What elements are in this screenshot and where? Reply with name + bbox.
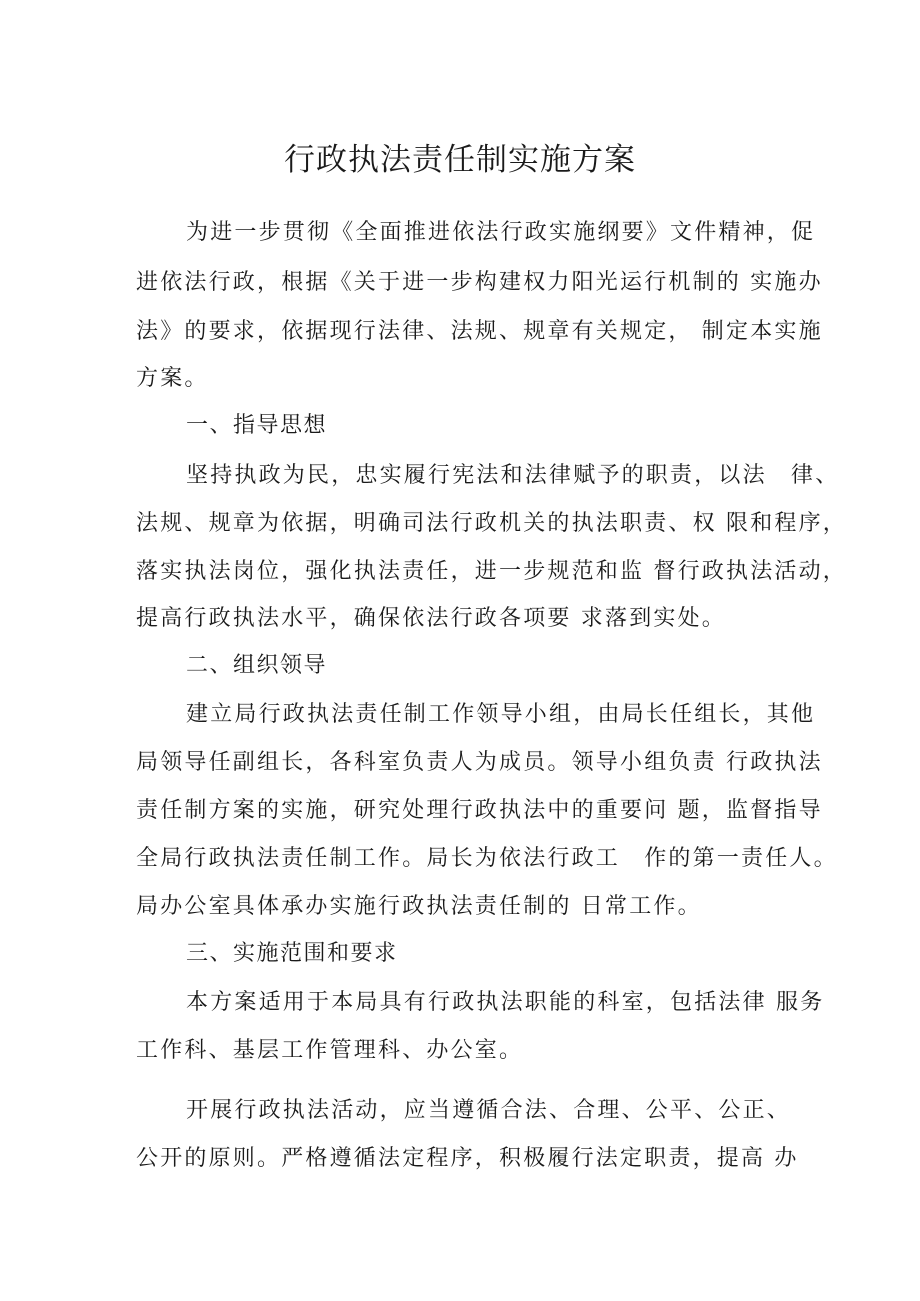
- section2-line-5: 局办公室具体承办实施行政执法责任制的 日常工作。: [136, 894, 702, 919]
- section2-line-3: 责任制方案的实施，研究处理行政执法中的重要问 题，监督指导: [136, 798, 823, 823]
- section2-line-1: 建立局行政执法责任制工作领导小组，由局长任组长，其他: [186, 702, 816, 727]
- section2-line-2: 局领导任副组长，各科室负责人为成员。领导小组负责 行政执法: [136, 750, 823, 775]
- intro-line-1: 为进一步贯彻《全面推进依法行政实施纲要》文件精神，促: [186, 220, 816, 245]
- section1-line-1: 坚持执政为民，忠实履行宪法和法律赋予的职责，以法 律、: [186, 463, 840, 488]
- section-heading-scope-and-requirements: 三、实施范围和要求: [186, 941, 398, 966]
- intro-line-2: 进依法行政，根据《关于进一步构建权力阳光运行机制的 实施办: [136, 270, 823, 295]
- section1-line-2: 法规、规章为依据，明确司法行政机关的执法职责、权 限和程序，: [136, 511, 847, 536]
- section3-para1-line-1: 本方案适用于本局具有行政执法职能的科室，包括法律 服务: [186, 990, 825, 1015]
- section3-para1-line-2: 工作科、基层工作管理科、办公室。: [136, 1038, 524, 1063]
- section2-line-4: 全局行政执法责任制工作。局长为依法行政工 作的第一责任人。: [136, 846, 838, 871]
- section-heading-guiding-ideology: 一、指导思想: [186, 413, 328, 438]
- section1-line-3: 落实执法岗位，强化执法责任，进一步规范和监 督行政执法活动，: [136, 559, 847, 584]
- document-title: 行政执法责任制实施方案: [284, 142, 636, 178]
- section3-para2-line-1: 开展行政执法活动，应当遵循合法、合理、公平、公正、: [186, 1098, 792, 1123]
- section3-para2-line-2: 公开的原则。严格遵循法定程序，积极履行法定职责，提高 办: [136, 1146, 799, 1171]
- intro-line-4: 方案。: [136, 366, 209, 391]
- section-heading-organization: 二、组织领导: [186, 653, 328, 678]
- intro-line-3: 法》的要求，依据现行法律、法规、规章有关规定， 制定本实施: [136, 319, 823, 344]
- section1-line-4: 提高行政执法水平，确保依法行政各项要 求落到实处。: [136, 606, 726, 631]
